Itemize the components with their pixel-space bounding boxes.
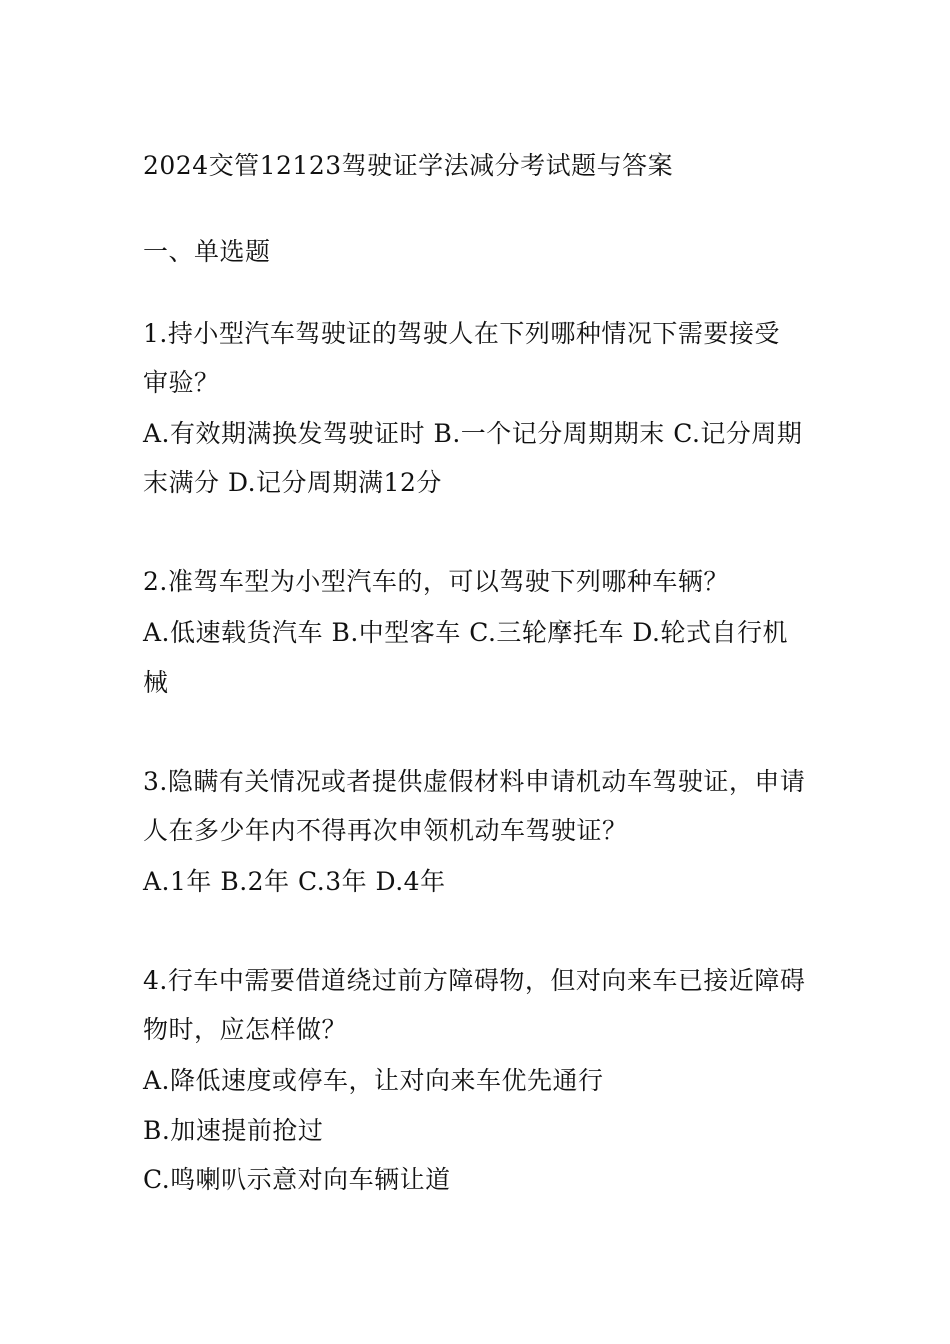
question-4-stem-line-2: 物时，应怎样做？: [143, 1015, 348, 1044]
document-title: 2024交管12123驾驶证学法减分考试题与答案: [143, 151, 674, 180]
section-heading: 一、单选题: [143, 237, 271, 266]
question-4-option-a: A.降低速度或停车，让对向来车优先通行: [143, 1066, 604, 1095]
question-1-stem-line-2: 审验？: [143, 368, 220, 397]
question-2-stem-line-1: 2.准驾车型为小型汽车的，可以驾驶下列哪种车辆？: [143, 567, 729, 596]
question-1-options-line-1: A.有效期满换发驾驶证时 B.一个记分周期期末 C.记分周期: [143, 419, 803, 448]
question-1-stem-line-1: 1.持小型汽车驾驶证的驾驶人在下列哪种情况下需要接受: [143, 319, 780, 348]
question-3-stem-line-2: 人在多少年内不得再次申领机动车驾驶证？: [143, 816, 628, 845]
question-4-stem-line-1: 4.行车中需要借道绕过前方障碍物，但对向来车已接近障碍: [143, 966, 806, 995]
question-2-options-line-2: 械: [143, 668, 169, 697]
question-4-option-b: B.加速提前抢过: [143, 1116, 324, 1145]
question-3-options-line-1: A.1年 B.2年 C.3年 D.4年: [143, 867, 446, 896]
question-1-options-line-2: 末满分 D.记分周期满12分: [143, 468, 442, 497]
question-2-options-line-1: A.低速载货汽车 B.中型客车 C.三轮摩托车 D.轮式自行机: [143, 618, 788, 647]
question-3-stem-line-1: 3.隐瞒有关情况或者提供虚假材料申请机动车驾驶证，申请: [143, 767, 806, 796]
question-4-option-c: C.鸣喇叭示意对向车辆让道: [143, 1165, 451, 1194]
